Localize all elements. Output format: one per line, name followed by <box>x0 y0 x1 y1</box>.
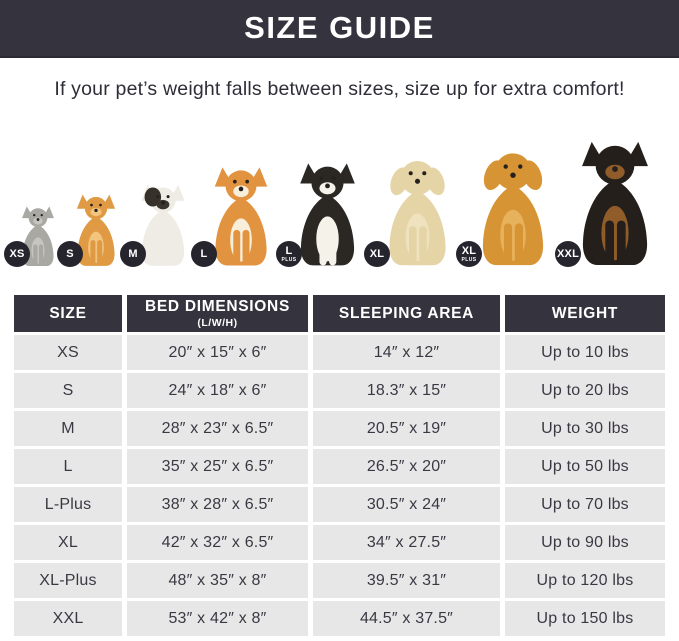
cell-s-size: S <box>14 373 122 408</box>
cell-xl-plus-size: XL-Plus <box>14 563 122 598</box>
size-guide-table <box>14 295 665 636</box>
cell-xl-weight: Up to 90 lbs <box>505 525 665 560</box>
size-badge-l <box>192 242 216 266</box>
size-badge-xl-plus <box>457 242 481 266</box>
size-badge-s <box>58 242 82 266</box>
cell-m-bed: 28″ x 23″ x 6.5″ <box>127 411 308 446</box>
cell-s-weight: Up to 20 lbs <box>505 373 665 408</box>
size-badge-label: S <box>66 247 74 260</box>
cell-xl-plus-area: 39.5″ x 31″ <box>313 563 500 598</box>
size-badge-l-plus <box>277 242 301 266</box>
french-bulldog-item <box>130 183 196 267</box>
column-header-sleeping-area <box>313 295 500 332</box>
column-header-label: SLEEPING AREA <box>338 304 475 322</box>
cell-l-size: L <box>14 449 122 484</box>
size-badge-xxl <box>556 242 580 266</box>
size-badge-m <box>121 242 145 266</box>
sizing-advice-text: If your pet’s weight falls between sizes, size up for extra comfort! <box>54 78 625 100</box>
size-badge-label: XS <box>9 247 25 260</box>
cell-s-area: 18.3″ x 15″ <box>313 373 500 408</box>
column-header-bed-dimensions <box>127 295 308 332</box>
cell-s-bed: 24″ x 18″ x 6″ <box>127 373 308 408</box>
cell-l-bed: 35″ x 25″ x 6.5″ <box>127 449 308 484</box>
cell-l-area: 26.5″ x 20″ <box>313 449 500 484</box>
doberman-image <box>565 139 665 267</box>
cell-l-plus-weight: Up to 70 lbs <box>505 487 665 522</box>
column-header-label: SIZE <box>49 304 87 322</box>
column-header-label: WEIGHT <box>551 304 619 322</box>
cell-l-plus-bed: 38″ x 28″ x 6.5″ <box>127 487 308 522</box>
column-header-label: BED DIMENSIONS <box>144 298 290 315</box>
cell-xl-area: 34″ x 27.5″ <box>313 525 500 560</box>
cell-l-weight: Up to 50 lbs <box>505 449 665 484</box>
size-badge-sublabel: PLUS <box>281 256 297 263</box>
cell-xxl-bed: 53″ x 42″ x 8″ <box>127 601 308 636</box>
doberman-item <box>557 139 665 267</box>
cell-xxl-weight: Up to 150 lbs <box>505 601 665 636</box>
page-title: SIZE GUIDE <box>244 10 435 45</box>
cell-l-plus-area: 30.5″ x 24″ <box>313 487 500 522</box>
cell-xl-plus-weight: Up to 120 lbs <box>505 563 665 598</box>
size-badge-label: XL <box>369 247 385 260</box>
labrador-item <box>369 155 461 267</box>
golden-retriever-item <box>461 147 560 267</box>
cell-xxl-area: 44.5″ x 37.5″ <box>313 601 500 636</box>
pet-size-illustrations-row <box>0 105 679 267</box>
cell-xs-bed: 20″ x 15″ x 6″ <box>127 335 308 370</box>
shiba-inu-item <box>201 165 281 267</box>
gray-cat-item <box>9 205 62 267</box>
column-header-weight <box>505 295 665 332</box>
cell-xs-weight: Up to 10 lbs <box>505 335 665 370</box>
cell-m-area: 20.5″ x 19″ <box>313 411 500 446</box>
cell-l-plus-size: L-Plus <box>14 487 122 522</box>
size-badge-xs <box>5 242 29 266</box>
cell-m-weight: Up to 30 lbs <box>505 411 665 446</box>
size-badge-label: M <box>128 247 138 260</box>
cell-xl-size: XL <box>14 525 122 560</box>
size-guide-banner <box>0 0 679 58</box>
cell-m-size: M <box>14 411 122 446</box>
size-badge-label: L <box>200 247 208 260</box>
cell-xl-plus-bed: 48″ x 35″ x 8″ <box>127 563 308 598</box>
cell-xl-bed: 42″ x 32″ x 6.5″ <box>127 525 308 560</box>
cell-xs-area: 14″ x 12″ <box>313 335 500 370</box>
column-header-size <box>14 295 122 332</box>
border-collie-item <box>281 161 369 267</box>
cell-xxl-size: XXL <box>14 601 122 636</box>
size-badge-label: XXL <box>557 247 579 260</box>
size-badge-xl <box>365 242 389 266</box>
size-badge-sublabel: PLUS <box>461 256 477 263</box>
size-badge-label: L <box>285 244 293 257</box>
column-header-sublabel: (L/W/H) <box>197 317 238 329</box>
cell-xs-size: XS <box>14 335 122 370</box>
pomeranian-item <box>67 193 125 267</box>
size-badge-label: XL <box>461 244 477 257</box>
